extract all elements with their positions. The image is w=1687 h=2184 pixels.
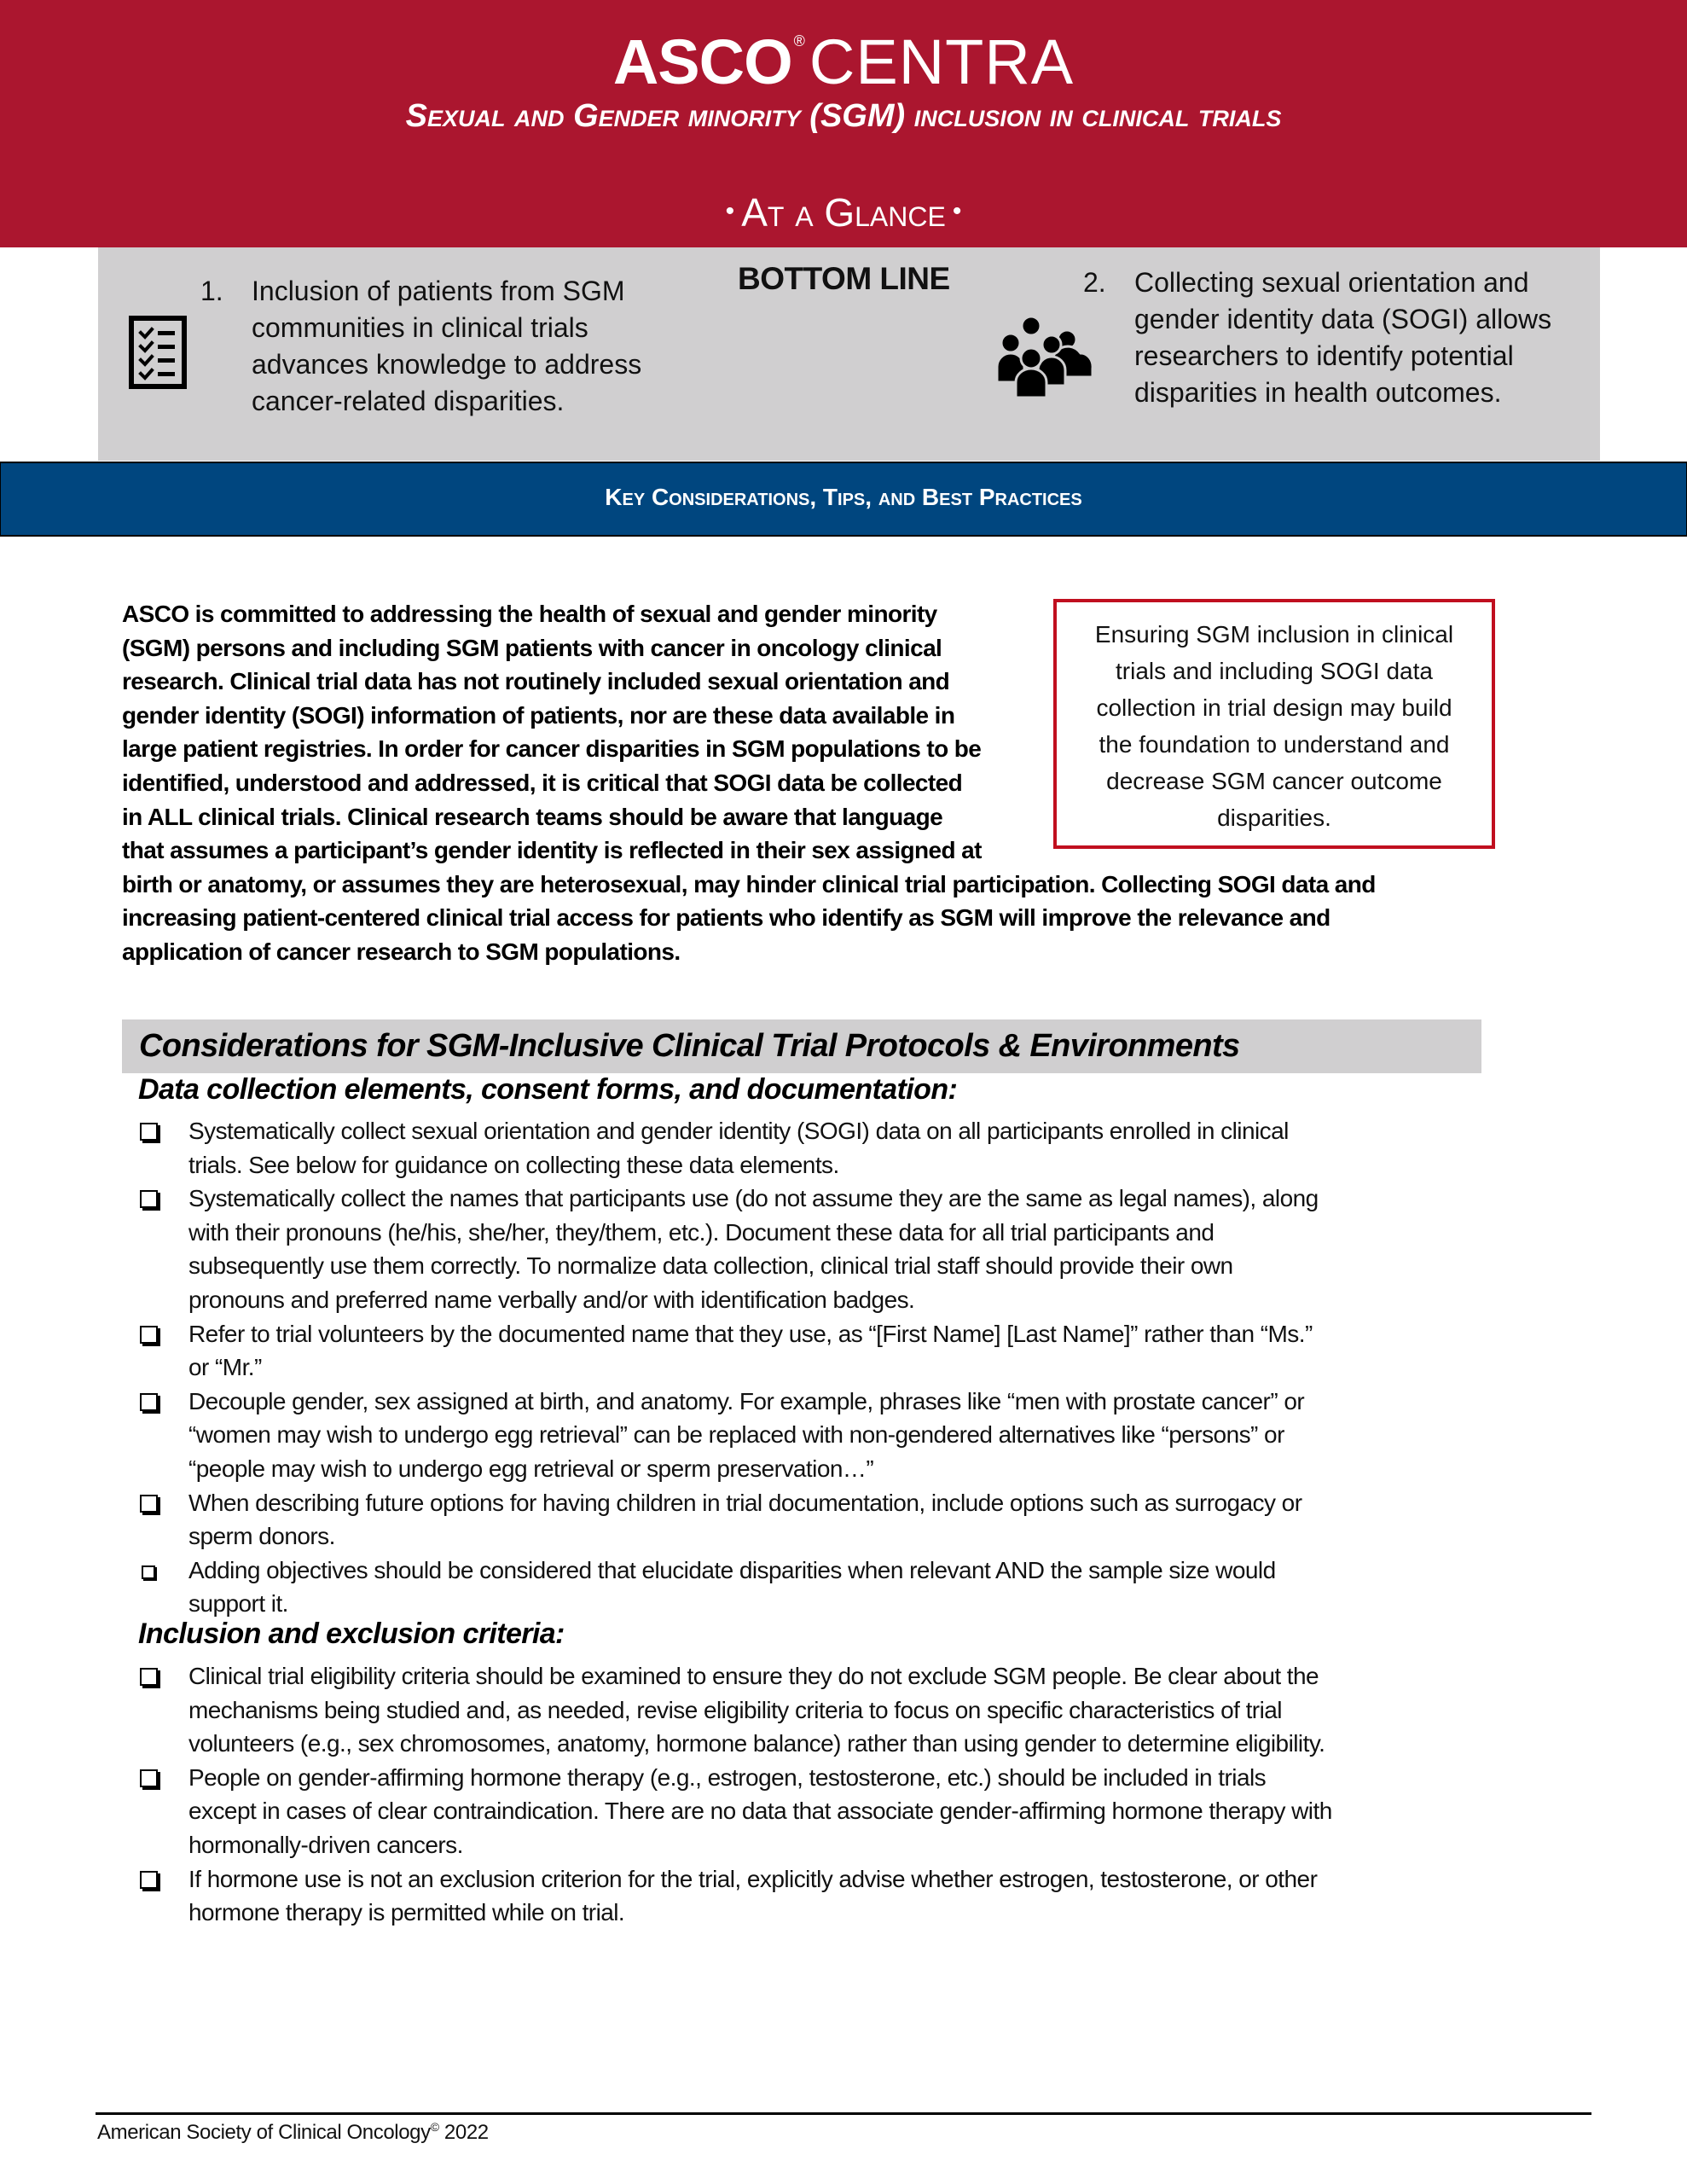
list-item (136, 1182, 1501, 1316)
considerations-title: Considerations for SGM-Inclusive Clinical Trial Protocols & Environments (139, 1028, 1240, 1064)
checkbox-bullet-icon (140, 1123, 158, 1141)
text-line: “people may wish to undergo egg retrieval or sperm preservation…” (188, 1455, 874, 1482)
text-line: When describing future options for having children in trial documentation, include options such as surrogacy or (188, 1489, 1302, 1516)
document-subtitle (0, 189, 1687, 235)
checkbox-bullet-icon (140, 1769, 158, 1787)
list-item (136, 1486, 1501, 1554)
text-line: If hormone use is not an exclusion criterion for the trial, explicitly advise whether estrogen, testosterone, or other (188, 1865, 1318, 1892)
text-line: collection in trial design may build (1096, 694, 1452, 721)
header-banner (0, 0, 1687, 247)
text-line: research. Clinical trial data has not routinely included sexual orientation and (122, 668, 950, 695)
text-line: Refer to trial volunteers by the documented name that they use, as “[First Name] [Last Name]” rather than “Ms.” (188, 1320, 1313, 1347)
copyright-symbol: © (430, 2120, 439, 2134)
text-line: decrease SGM cancer outcome (1106, 768, 1442, 794)
checklist-icon (129, 316, 187, 389)
checkbox-bullet-icon (140, 1326, 158, 1344)
section-heading-data-collection: Data collection elements, consent forms, and documentation: (138, 1073, 958, 1106)
bullet-list-data-collection (136, 1114, 1501, 1621)
text-line: Systematically collect sexual orientation and gender identity (SOGI) data on all participants enrolled in clinical (188, 1118, 1289, 1144)
text-line: Ensuring SGM inclusion in clinical (1094, 621, 1454, 648)
text-line: disparities. (1217, 804, 1331, 831)
text-line: volunteers (e.g., sex chromosomes, anatomy, hormone balance) rather than using gender to determine eligibility. (188, 1730, 1325, 1757)
list-item (136, 1317, 1501, 1385)
text-line: with their pronouns (he/his, she/her, they/them, etc.). Document these data for all trial participants and (188, 1218, 1215, 1246)
list-item (136, 1554, 1501, 1621)
callout-box (1053, 599, 1495, 849)
text-line: communities in clinical trials (252, 312, 588, 343)
checkbox-bullet-icon (140, 1871, 158, 1889)
bottom-line-item-1 (200, 273, 678, 444)
document-title: Sexual and Gender minority (SGM) inclusion in clinical trials (405, 98, 1282, 134)
people-group-icon (994, 314, 1096, 399)
text-line: hormone therapy is permitted while on trial. (188, 1899, 625, 1926)
text-line: Adding objectives should be considered that elucidate disparities when relevant AND the sample size would (188, 1556, 1276, 1583)
bullet-dot-left: • (725, 197, 735, 225)
section-heading-inclusion-exclusion: Inclusion and exclusion criteria: (138, 1618, 565, 1650)
list-item (136, 1659, 1501, 1761)
logo-asco: ASCO (612, 26, 792, 97)
text-line: mechanisms being studied and, as needed, revise eligibility criteria to focus on specific characteristics of trial (188, 1696, 1282, 1723)
text-line: researchers to identify potential (1134, 340, 1514, 371)
text-line: Decouple gender, sex assigned at birth, and anatomy. For example, phrases like “men with prostate cancer” or (188, 1387, 1305, 1414)
key-considerations-bar (0, 462, 1687, 537)
registered-mark: ® (793, 32, 806, 49)
item-text (1134, 264, 1551, 411)
text-line: hormonally-driven cancers. (188, 1831, 463, 1858)
bullet-dot-right: • (952, 197, 962, 225)
bottom-line-panel (98, 247, 1600, 461)
text-line: support it. (188, 1590, 288, 1618)
text-line: cancer-related disparities. (252, 386, 565, 416)
text-line: “women may wish to undergo egg retrieval” can be replaced with non-gendered alternatives like “persons” or (188, 1421, 1284, 1449)
text-line: the foundation to understand and (1099, 731, 1450, 758)
logo-centra: CENTRA (809, 26, 1075, 97)
key-considerations-title: Key Considerations, Tips, and Best Practices (605, 484, 1082, 510)
checkbox-bullet-icon (140, 1393, 158, 1411)
checkbox-bullet-icon (140, 1668, 158, 1686)
callout-text (1057, 616, 1492, 836)
text-line: trials and including SOGI data (1116, 658, 1433, 684)
bullet-list-inclusion-exclusion (136, 1659, 1501, 1930)
text-line: ASCO is committed to addressing the health of sexual and gender minority (122, 601, 937, 627)
text-line: birth or anatomy, or assumes they are heterosexual, may hinder clinical trial participation. Collecting SOGI data and (122, 870, 1376, 897)
text-line: large patient registries. In order for cancer disparities in SGM populations to be (122, 735, 982, 763)
asco-centra-logo (0, 3, 1687, 100)
text-line: sperm donors. (188, 1523, 335, 1550)
checkbox-bullet-icon (140, 1190, 158, 1208)
bottom-line-item-2 (1083, 264, 1595, 435)
text-line: pronouns and preferred name verbally and/or with identification badges. (188, 1286, 915, 1313)
subtitle-text: At a Glance (741, 190, 946, 235)
footer-divider (96, 2112, 1591, 2115)
text-line: Systematically collect the names that participants use (do not assume they are the same as legal names), along (188, 1185, 1319, 1212)
text-line: (SGM) persons and including SGM patients with cancer in oncology clinical (122, 634, 942, 661)
text-line: subsequently use them correctly. To normalize data collection, clinical trial staff should provide their own (188, 1252, 1233, 1280)
footer-org: American Society of Clinical Oncology (97, 2121, 431, 2144)
text-line: or “Mr.” (188, 1354, 262, 1381)
text-line: trials. See below for guidance on collecting these data elements. (188, 1151, 839, 1178)
text-line: Collecting sexual orientation and (1134, 267, 1529, 298)
text-line: application of cancer research to SGM populations. (122, 938, 681, 965)
text-line: gender identity (SOGI) information of patients, nor are these data available in (122, 701, 955, 729)
text-line: identified, understood and addressed, it is critical that SOGI data be collected (122, 769, 963, 796)
checkbox-bullet-icon (142, 1565, 155, 1579)
text-line: advances knowledge to address (252, 349, 642, 380)
text-line: Inclusion of patients from SGM (252, 276, 625, 306)
text-line: that assumes a participant’s gender identity is reflected in their sex assigned at (122, 837, 982, 864)
text-line: in ALL clinical trials. Clinical research teams should be aware that language (122, 803, 943, 830)
list-item (136, 1761, 1501, 1862)
text-line: gender identity data (SOGI) allows (1134, 304, 1552, 334)
text-line: disparities in health outcomes. (1134, 377, 1502, 408)
checkbox-bullet-icon (140, 1495, 158, 1513)
item-number: 1. (200, 276, 223, 306)
text-line: except in cases of clear contraindication. There are no data that associate gender-affirming hormone therapy with (188, 1798, 1332, 1825)
item-number: 2. (1083, 267, 1106, 298)
footer-copyright (97, 2120, 489, 2145)
bottom-line-heading: BOTTOM LINE (738, 261, 950, 296)
list-item (136, 1385, 1501, 1486)
item-text (252, 273, 641, 420)
considerations-heading-bar (122, 1019, 1481, 1073)
list-item (136, 1114, 1501, 1182)
text-line: increasing patient-centered clinical trial access for patients who identify as SGM will improve the relevance and (122, 904, 1330, 932)
footer-year: 2022 (443, 2121, 489, 2144)
text-line: People on gender-affirming hormone therapy (e.g., estrogen, testosterone, etc.) should be included in trials (188, 1763, 1267, 1791)
text-line: Clinical trial eligibility criteria should be examined to ensure they do not exclude SGM people. Be clear about the (188, 1663, 1319, 1689)
list-item (136, 1862, 1501, 1930)
